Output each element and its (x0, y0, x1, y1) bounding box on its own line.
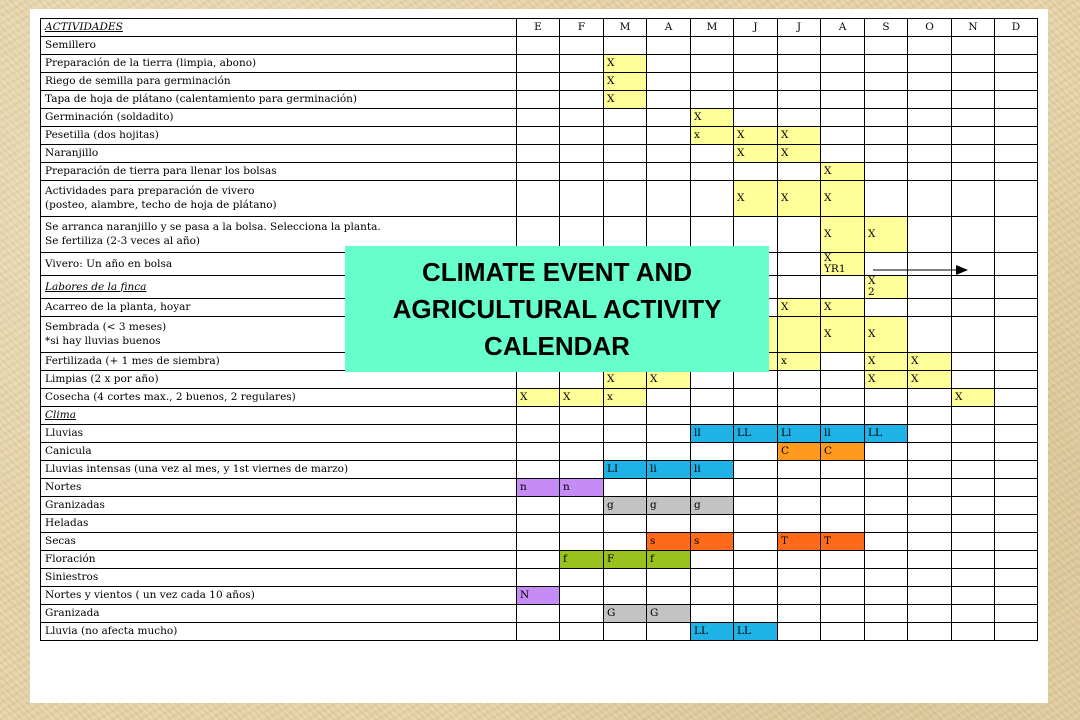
mark-text: LL (694, 625, 708, 637)
mark-text: x (694, 129, 700, 141)
activity-text: Granizadas (45, 499, 105, 511)
mark-text: X (911, 373, 919, 385)
mark-text: X (868, 328, 876, 340)
mark-text: X (607, 75, 615, 87)
mark-text: x (781, 355, 787, 367)
activity-text: Sembrada (< 3 meses) (45, 321, 167, 333)
activity-text: Siniestros (45, 571, 99, 583)
mark-text: X (911, 355, 919, 367)
mark-text: F (607, 553, 615, 565)
mark-text: T (824, 535, 832, 547)
mark-text: X (868, 228, 876, 240)
month-header: F (560, 19, 604, 37)
mark-text: C (781, 445, 790, 457)
activity-text: Canicula (45, 445, 92, 457)
mark-text: G (607, 607, 616, 619)
mark-text: X (694, 111, 702, 123)
month-header: J (734, 19, 778, 37)
mark-text: LL (737, 427, 751, 439)
activity-text: Preparación de tierra para llenar los bolsas (45, 165, 277, 177)
month-header: S (865, 19, 908, 37)
activity-text: Semillero (45, 39, 96, 51)
mark-text: n (520, 481, 527, 493)
mark-text: n (563, 481, 570, 493)
month-header: A (647, 19, 691, 37)
mark-text: X (520, 391, 528, 403)
activity-text: Lluvias intensas (una vez al mes, y 1st viernes de marzo) (45, 463, 349, 475)
header-activities-label: ACTIVIDADES (45, 21, 123, 33)
activity-text: Riego de semilla para germinación (45, 75, 231, 87)
mark-text: X (607, 93, 615, 105)
activity-text: Acarreo de la planta, hoyar (45, 301, 191, 313)
activity-text: Nortes (45, 481, 82, 493)
mark-text: LL (868, 427, 882, 439)
activity-text: Labores de la finca (45, 280, 147, 293)
mark-text: g (650, 499, 657, 511)
month-header: M (691, 19, 734, 37)
chart-title: CLIMATE EVENT AND AGRICULTURAL ACTIVITY CALENDAR (392, 256, 722, 361)
mark-text: X (868, 275, 876, 287)
activity-text: Heladas (45, 517, 89, 529)
activity-text: Pesetilla (dos hojitas) (45, 129, 159, 141)
activity-text: Nortes y vientos ( un vez cada 10 años) (45, 589, 255, 601)
activity-text-line2: (posteo, alambre, techo de hoja de plátano) (45, 199, 277, 211)
month-header: J (778, 19, 821, 37)
activity-text: Se arranca naranjillo y se pasa a la bolsa. Selecciona la planta. (45, 221, 381, 233)
mark-text: X (781, 301, 789, 313)
activity-text: Preparación de la tierra (limpia, abono) (45, 57, 257, 69)
mark-text: G (650, 607, 659, 619)
mark-text: LI (607, 463, 619, 475)
mark-text: li (650, 463, 657, 475)
mark-text: X (650, 373, 658, 385)
activity-text: Lluvia (no afecta mucho) (45, 625, 178, 637)
mark-text: X (737, 147, 745, 159)
mark-text: X (868, 373, 876, 385)
mark-text: X (737, 129, 745, 141)
activity-text: Lluvias (45, 427, 84, 439)
month-header: M (604, 19, 647, 37)
mark-text: X (563, 391, 571, 403)
activity-text: Naranjillo (45, 147, 99, 159)
mark-text: s (650, 535, 656, 547)
mark-text: ll (824, 427, 831, 439)
month-header: D (995, 19, 1038, 37)
mark-text: N (520, 589, 530, 601)
activity-text-line2: Se fertiliza (2-3 veces al año) (45, 235, 200, 247)
mark-text: T (781, 535, 789, 547)
mark-text: ll (694, 427, 701, 439)
mark-text: X (824, 192, 832, 204)
mark-text: X (607, 373, 615, 385)
mark-text-line2: 2 (868, 286, 875, 298)
mark-text-line2: YR1 (824, 263, 846, 275)
mark-text: x (607, 391, 613, 403)
mark-text: X (607, 57, 615, 69)
activity-text: Germinación (soldadito) (45, 111, 174, 123)
month-header: N (952, 19, 995, 37)
mark-text: X (781, 192, 789, 204)
activity-text: Floración (45, 553, 96, 565)
activity-text-line2: *si hay lluvias buenos (45, 335, 161, 347)
month-header: E (517, 19, 560, 37)
mark-text: g (607, 499, 614, 511)
mark-text: f (650, 553, 654, 565)
mark-text: X (824, 328, 832, 340)
activity-text: Limpias (2 x por año) (45, 373, 159, 385)
mark-text: X (824, 252, 832, 264)
mark-text: X (824, 301, 832, 313)
mark-text: X (868, 355, 876, 367)
activity-text: Tapa de hoja de plátano (calentamiento para germinación) (45, 93, 358, 105)
mark-text: C (824, 445, 833, 457)
mark-text: X (781, 147, 789, 159)
mark-text: X (824, 165, 832, 177)
mark-text: f (563, 553, 567, 565)
mark-text: Ll (781, 427, 792, 439)
mark-text: X (737, 192, 745, 204)
mark-text: X (824, 228, 832, 240)
mark-text: g (694, 499, 701, 511)
mark-text: li (694, 463, 701, 475)
mark-text: s (694, 535, 700, 547)
activity-text: Secas (45, 535, 76, 547)
mark-text: LL (737, 625, 751, 637)
activity-text: Clima (45, 409, 76, 421)
mark-text: X (955, 391, 963, 403)
activity-text: Cosecha (4 cortes max., 2 buenos, 2 regulares) (45, 391, 296, 403)
activity-text: Vivero: Un año en bolsa (45, 257, 173, 270)
month-header: A (821, 19, 865, 37)
activity-text: Actividades para preparación de vivero (45, 185, 255, 197)
activity-text: Granizada (45, 607, 100, 619)
mark-text: X (781, 129, 789, 141)
activity-text: Fertilizada (+ 1 mes de siembra) (45, 355, 220, 367)
month-header: O (908, 19, 952, 37)
